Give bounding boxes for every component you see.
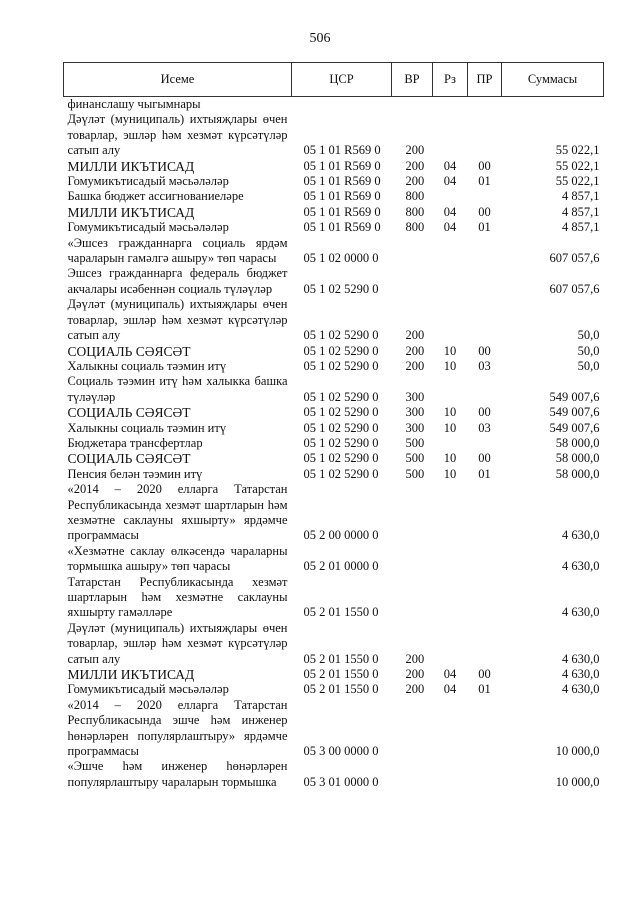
cell-csr: 05 1 02 0000 0 — [303, 251, 379, 266]
header-pr: ПР — [468, 63, 502, 97]
cell-csr: 05 3 00 0000 0 — [303, 744, 379, 759]
cell-rz — [433, 297, 468, 343]
cell-vr — [392, 759, 433, 790]
cell-vr: 800 — [405, 189, 425, 204]
cell-rz — [433, 698, 468, 760]
cell-vr — [392, 482, 433, 544]
cell-vr: 500 — [405, 451, 425, 466]
cell-name: Гомумикътисадый мәсьәләләр — [67, 220, 229, 235]
cell-vr: 200 — [405, 343, 425, 358]
cell-pr — [468, 374, 502, 405]
table-row — [64, 97, 604, 113]
cell-pr — [468, 97, 502, 113]
cell-pr: 01 — [478, 174, 491, 189]
cell-name: Гомумикътисадый мәсьәләләр — [67, 682, 229, 697]
cell-sum — [502, 97, 604, 113]
cell-pr — [468, 482, 502, 544]
cell-vr: 200 — [405, 667, 425, 682]
cell-name: СОЦИАЛЬ СӘЯСӘТ — [67, 343, 191, 359]
cell-name: «2014 – 2020 елларга Татарстан Республикасында хезмәт шартларын һәм хезмәтне саклауны яхшырту» ярдәмче программасы — [67, 482, 288, 543]
cell-sum: 4 630,0 — [562, 667, 600, 682]
cell-sum: 4 630,0 — [562, 651, 600, 666]
cell-name: МИЛЛИ ИКЪТИСАД — [67, 158, 195, 174]
cell-pr: 00 — [478, 451, 491, 466]
table-row — [64, 174, 604, 189]
table-row — [64, 698, 604, 760]
cell-sum: 4 857,1 — [562, 204, 600, 219]
cell-name: Татарстан Республикасында хезмәт шартларын һәм хезмәтне саклауны яхшырту гамәлләре — [67, 574, 288, 620]
cell-pr: 00 — [478, 405, 491, 420]
cell-pr: 00 — [478, 667, 491, 682]
cell-vr: 200 — [405, 143, 425, 158]
cell-csr: 05 1 01 R569 0 — [303, 143, 381, 158]
cell-pr: 03 — [478, 420, 491, 435]
cell-vr — [392, 97, 433, 113]
cell-rz: 04 — [443, 174, 457, 189]
cell-pr — [468, 189, 502, 204]
table-row — [64, 189, 604, 204]
cell-vr: 200 — [405, 358, 425, 373]
cell-rz: 04 — [443, 682, 457, 697]
cell-name: Дәүләт (муниципаль) ихтыяҗлары өчен товарлар, эшләр һәм хезмәт күрсәтүләр сатып алу — [67, 112, 288, 158]
table-row — [64, 467, 604, 482]
cell-csr: 05 3 01 0000 0 — [303, 774, 379, 789]
cell-rz — [433, 436, 468, 451]
header-name: Исеме — [64, 63, 292, 97]
cell-csr: 05 1 02 5290 0 — [303, 343, 379, 358]
table-row — [64, 436, 604, 451]
cell-pr — [468, 575, 502, 621]
cell-pr — [468, 698, 502, 760]
table-row — [64, 482, 604, 544]
cell-rz: 04 — [443, 667, 457, 682]
cell-rz — [433, 266, 468, 297]
cell-pr — [468, 544, 502, 575]
cell-sum: 10 000,0 — [555, 774, 600, 789]
cell-vr: 200 — [405, 174, 425, 189]
cell-vr: 200 — [405, 682, 425, 697]
cell-vr: 500 — [405, 435, 425, 450]
cell-csr — [292, 97, 392, 113]
cell-sum: 4 630,0 — [562, 559, 600, 574]
cell-vr: 500 — [405, 466, 425, 481]
table-row — [64, 374, 604, 405]
header-sum: Суммасы — [502, 63, 604, 97]
cell-pr: 01 — [478, 220, 491, 235]
table-row — [64, 344, 604, 359]
cell-csr: 05 1 02 5290 0 — [303, 281, 379, 296]
cell-csr: 05 1 02 5290 0 — [303, 405, 379, 420]
cell-pr — [468, 436, 502, 451]
header-rz: Рз — [433, 63, 468, 97]
cell-rz — [433, 621, 468, 667]
cell-rz: 10 — [443, 343, 457, 358]
cell-csr: 05 1 02 5290 0 — [303, 466, 379, 481]
table-header-row — [64, 63, 604, 97]
cell-rz: 10 — [443, 358, 457, 373]
cell-pr: 01 — [478, 682, 491, 697]
table-row — [64, 575, 604, 621]
table-row — [64, 359, 604, 374]
cell-rz — [433, 544, 468, 575]
cell-vr — [392, 544, 433, 575]
cell-sum: 549 007,6 — [549, 389, 600, 404]
cell-pr — [468, 297, 502, 343]
cell-name: «Хезмәтне саклау өлкәсендә чараларны тормышка ашыру» төп чарасы — [67, 543, 288, 574]
cell-csr: 05 1 01 R569 0 — [303, 158, 381, 173]
cell-name: Халыкны социаль тәэмин итү — [67, 358, 227, 373]
table-row — [64, 236, 604, 267]
cell-name: «2014 – 2020 елларга Татарстан Республикасында эшче һәм инженер һөнәрләрен популярлаштыру» ярдәмче программасы — [67, 697, 288, 759]
cell-rz — [433, 236, 468, 267]
cell-csr: 05 1 01 R569 0 — [303, 204, 381, 219]
cell-pr — [468, 759, 502, 790]
cell-name: Бюджетара трансфертлар — [67, 435, 203, 450]
cell-rz — [433, 97, 468, 113]
cell-sum: 607 057,6 — [549, 281, 600, 296]
cell-vr: 800 — [405, 204, 425, 219]
cell-vr: 200 — [405, 158, 425, 173]
cell-rz — [433, 189, 468, 204]
table-row — [64, 112, 604, 158]
cell-csr: 05 1 02 5290 0 — [303, 435, 379, 450]
cell-sum: 4 630,0 — [562, 605, 600, 620]
table-row — [64, 667, 604, 682]
cell-vr — [392, 266, 433, 297]
budget-table — [63, 62, 604, 790]
cell-pr: 00 — [478, 158, 491, 173]
cell-sum: 55 022,1 — [555, 143, 600, 158]
cell-rz: 04 — [443, 220, 457, 235]
cell-csr: 05 2 01 1550 0 — [303, 667, 379, 682]
cell-sum: 4 857,1 — [562, 220, 600, 235]
header-vr: ВР — [392, 63, 433, 97]
cell-sum: 50,0 — [577, 343, 600, 358]
table-body — [64, 97, 604, 791]
cell-pr — [468, 112, 502, 158]
table-row — [64, 759, 604, 790]
table-row — [64, 266, 604, 297]
cell-rz — [433, 482, 468, 544]
cell-csr: 05 2 01 0000 0 — [303, 559, 379, 574]
cell-rz: 10 — [443, 420, 457, 435]
cell-pr: 00 — [478, 204, 491, 219]
table-row — [64, 544, 604, 575]
cell-sum: 55 022,1 — [555, 174, 600, 189]
cell-csr: 05 1 02 5290 0 — [303, 328, 379, 343]
page-number: 506 — [309, 31, 331, 46]
cell-csr: 05 1 01 R569 0 — [303, 174, 381, 189]
cell-pr — [468, 621, 502, 667]
cell-pr: 03 — [478, 358, 491, 373]
cell-name: Дәүләт (муниципаль) ихтыяҗлары өчен товарлар, эшләр һәм хезмәт күрсәтүләр сатып алу — [67, 297, 288, 343]
cell-vr: 300 — [405, 420, 425, 435]
cell-sum: 4 630,0 — [562, 528, 600, 543]
cell-vr — [392, 575, 433, 621]
cell-name: МИЛЛИ ИКЪТИСАД — [67, 667, 195, 683]
table-row — [64, 220, 604, 235]
cell-vr: 800 — [405, 220, 425, 235]
cell-rz: 10 — [443, 451, 457, 466]
table-row — [64, 451, 604, 466]
cell-rz — [433, 374, 468, 405]
cell-name: Гомумикътисадый мәсьәләләр — [67, 174, 229, 189]
table-row — [64, 621, 604, 667]
cell-sum: 58 000,0 — [555, 435, 600, 450]
cell-csr: 05 1 01 R569 0 — [303, 220, 381, 235]
cell-pr — [468, 266, 502, 297]
cell-sum: 55 022,1 — [555, 158, 600, 173]
cell-rz — [433, 112, 468, 158]
table-row — [64, 297, 604, 343]
table-row — [64, 682, 604, 697]
cell-name: МИЛЛИ ИКЪТИСАД — [67, 204, 195, 220]
cell-rz — [433, 575, 468, 621]
cell-sum: 4 630,0 — [562, 682, 600, 697]
cell-sum: 50,0 — [577, 328, 600, 343]
cell-name: «Эшсез гражданнарга социаль ярдәм чараларын гамәлгә ашыру» төп чарасы — [67, 235, 288, 266]
cell-rz: 10 — [443, 466, 457, 481]
cell-csr: 05 2 00 0000 0 — [303, 528, 379, 543]
cell-name: Халыкны социаль тәэмин итү — [67, 420, 227, 435]
cell-vr: 300 — [405, 405, 425, 420]
cell-sum: 50,0 — [577, 358, 600, 373]
cell-vr — [392, 698, 433, 760]
header-csr: ЦСР — [292, 63, 392, 97]
cell-pr — [468, 236, 502, 267]
cell-sum: 4 857,1 — [562, 189, 600, 204]
cell-sum: 549 007,6 — [549, 405, 600, 420]
cell-pr: 00 — [478, 343, 491, 358]
cell-name: Социаль тәэмин итү һәм халыкка башка түләүләр — [67, 374, 288, 404]
cell-sum: 549 007,6 — [549, 420, 600, 435]
cell-vr: 200 — [405, 328, 425, 343]
cell-name: Эшсез гражданнарга федераль бюджет акчалары исәбеннән социаль түләүләр — [67, 266, 288, 296]
cell-name: Дәүләт (муниципаль) ихтыяҗлары өчен товарлар, эшләр һәм хезмәт күрсәтүләр сатып алу — [67, 620, 288, 666]
table-row — [64, 405, 604, 420]
cell-name: СОЦИАЛЬ СӘЯСӘТ — [67, 451, 191, 467]
cell-csr: 05 1 02 5290 0 — [303, 420, 379, 435]
cell-csr: 05 2 01 1550 0 — [303, 651, 379, 666]
table-row — [64, 421, 604, 436]
cell-rz: 10 — [443, 405, 457, 420]
cell-sum: 58 000,0 — [555, 451, 600, 466]
cell-csr: 05 2 01 1550 0 — [303, 605, 379, 620]
table-row — [64, 205, 604, 220]
cell-name: «Эшче һәм инженер һөнәрләрен популярлаштыру чараларын тормышка — [67, 759, 288, 789]
cell-sum: 58 000,0 — [555, 466, 600, 481]
cell-csr: 05 1 02 5290 0 — [303, 358, 379, 373]
cell-pr: 01 — [478, 466, 491, 481]
table-row — [64, 159, 604, 174]
cell-sum: 607 057,6 — [549, 251, 600, 266]
cell-name: Башка бюджет ассигнованиеләре — [67, 189, 244, 204]
cell-name: финанслашу чыгымнары — [67, 97, 201, 111]
cell-vr: 300 — [405, 389, 425, 404]
cell-name: СОЦИАЛЬ СӘЯСӘТ — [67, 405, 191, 421]
cell-vr — [392, 236, 433, 267]
cell-csr: 05 2 01 1550 0 — [303, 682, 379, 697]
cell-sum: 10 000,0 — [555, 744, 600, 759]
cell-csr: 05 1 01 R569 0 — [303, 189, 381, 204]
cell-rz: 04 — [443, 158, 457, 173]
cell-name: Пенсия белән тәэмин итү — [67, 466, 203, 481]
cell-rz — [433, 759, 468, 790]
cell-csr: 05 1 02 5290 0 — [303, 451, 379, 466]
cell-vr: 200 — [405, 651, 425, 666]
cell-rz: 04 — [443, 204, 457, 219]
cell-csr: 05 1 02 5290 0 — [303, 389, 379, 404]
